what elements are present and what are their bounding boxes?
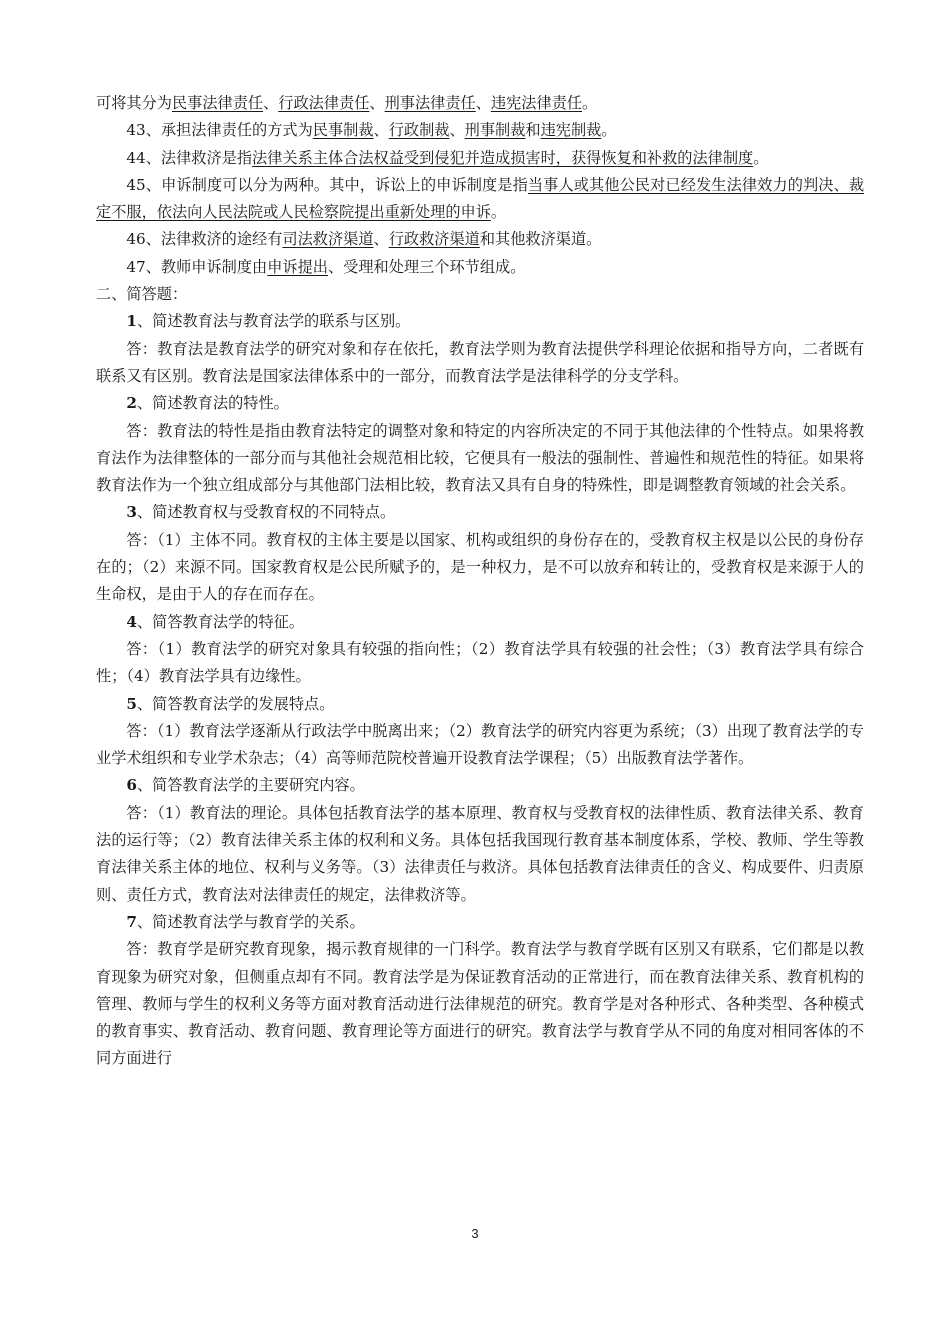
answer-paragraph: 答：（1）主体不同。教育权的主体主要是以国家、机构或组织的身份存在的，受教育权主权是以公民的身份存在的；（2）来源不同。国家教育权是公民所赋予的，是一种权力，是不可以放弃和转让的，受教育权是来源于人的生命权，是由于人的存在而存在。: [96, 530, 864, 604]
answer-paragraph: 答：教育学是研究教育现象，揭示教育规律的一门科学。教育法学与教育学既有区别又有联系，它们都是以教育现象为研究对象，但侧重点却有不同。教育法学是为保证教育活动的正常进行，而在教育法律关系、教育机构的管理、教师与学生的权利义务等方面对教育活动进行法律规范的研究。教育学是对各种形式、各种类型、各种模式的教育事实、教育活动、教育问题、教育理论等方面进行的研究。教育法学与教育学从不同的角度对相同客体的不同方面进行: [96, 940, 864, 1068]
underlined-answer: 违宪制裁: [540, 121, 602, 140]
question-title: 5、简答教育法学的发展特点。: [126, 694, 335, 713]
question-title: 7、简述教育法学与教育学的关系。: [126, 912, 365, 931]
section-heading: 二、简答题：: [96, 285, 188, 304]
fill-item-42-continuation: 可将其分为民事法律责任、行政法律责任、刑事法律责任、违宪法律责任。: [96, 94, 598, 112]
underlined-answer: 行政法律责任: [278, 94, 370, 112]
underlined-answer: 行政救济渠道: [388, 230, 480, 249]
answer-paragraph: 答：教育法的特性是指由教育法特定的调整对象和特定的内容所决定的不同于其他法律的个性特点。如果将教育法作为法律整体的一部分而与其他社会规范相比较，它便具有一般法的强制性、普遍性和规范性的特征。如果将教育法作为一个独立组成部分与其他部门法相比较，教育法又具有自身的特殊性，即是调整教育领域的社会关系。: [96, 421, 864, 495]
fill-item-44: 44、法律救济是指法律关系主体合法权益受到侵犯并造成损害时，获得恢复和补救的法律制度。: [126, 148, 769, 167]
underlined-answer: 当事人或其他公民对已经发生法律效力的判决、裁定不服，依法向人民法院或人民检察院提出重新处理的申诉: [96, 175, 865, 222]
answer-paragraph: 答：（1）教育法学逐渐从行政法学中脱离出来；（2）教育法学的研究内容更为系统；（3）出现了教育法学的专业学术组织和专业学术杂志；（4）高等师范院校普遍开设教育法学课程；（5）出版教育法学著作。: [96, 721, 864, 768]
underlined-answer: 行政制裁: [388, 121, 450, 140]
question-title: 4、简答教育法学的特征。: [126, 612, 305, 631]
fill-item-45: 45、申诉制度可以分为两种。其中，诉讼上的申诉制度是指当事人或其他公民对已经发生法律效力的判决、裁定不服，依法向人民法院或人民检察院提出重新处理的申诉。: [96, 175, 865, 222]
underlined-answer: 刑事法律责任: [384, 94, 476, 112]
underlined-answer: 法律关系主体合法权益受到侵犯并造成损害时，获得恢复和补救的法律制度: [252, 148, 754, 167]
fill-item-43: 43、承担法律责任的方式为民事制裁、行政制裁、刑事制裁和违宪制裁。: [126, 121, 617, 140]
fill-item-46: 46、法律救济的途经有司法救济渠道、行政救济渠道和其他救济渠道。: [126, 230, 602, 249]
answer-paragraph: 答：（1）教育法学的研究对象具有较强的指向性；（2）教育法学具有较强的社会性；（3）教育法学具有综合性；（4）教育法学具有边缘性。: [96, 639, 864, 686]
answer-paragraph: 答：教育法是教育法学的研究对象和存在依托，教育法学则为教育法提供学科理论依据和指导方向，二者既有联系又有区别。教育法是国家法律体系中的一部分，而教育法学是法律科学的分支学科。: [96, 339, 864, 385]
underlined-answer: 违宪法律责任: [490, 94, 582, 112]
underlined-answer: 民事制裁: [312, 121, 374, 140]
underlined-answer: 民事法律责任: [171, 94, 264, 112]
underlined-answer: 申诉提出: [267, 257, 328, 276]
question-title: 6、简答教育法学的主要研究内容。: [126, 776, 365, 795]
underlined-answer: 刑事制裁: [464, 121, 526, 140]
question-title: 3、简述教育权与受教育权的不同特点。: [126, 503, 396, 522]
question-title: 1、简述教育法与教育法学的联系与区别。: [126, 312, 411, 331]
answer-paragraph: 答：（1）教育法的理论。具体包括教育法学的基本原理、教育权与受教育权的法律性质、教育法律关系、教育法的运行等；（2）教育法律关系主体的权利和义务。具体包括我国现行教育基本制度体系，学校、教师、学生等教育法律关系主体的地位、权利与义务等。（3）法律责任与救济。具体包括教育法律责任的含义、构成要件、归责原则、责任方式，教育法对法律责任的规定，法律救济等。: [96, 803, 864, 904]
fill-item-47: 47、教师申诉制度由申诉提出、受理和处理三个环节组成。: [126, 257, 526, 276]
question-title: 2、简述教育法的特性。: [126, 394, 289, 413]
document-body: [96, 90, 864, 1073]
underlined-answer: 司法救济渠道: [282, 230, 374, 249]
page-number: 3: [471, 1226, 479, 1241]
